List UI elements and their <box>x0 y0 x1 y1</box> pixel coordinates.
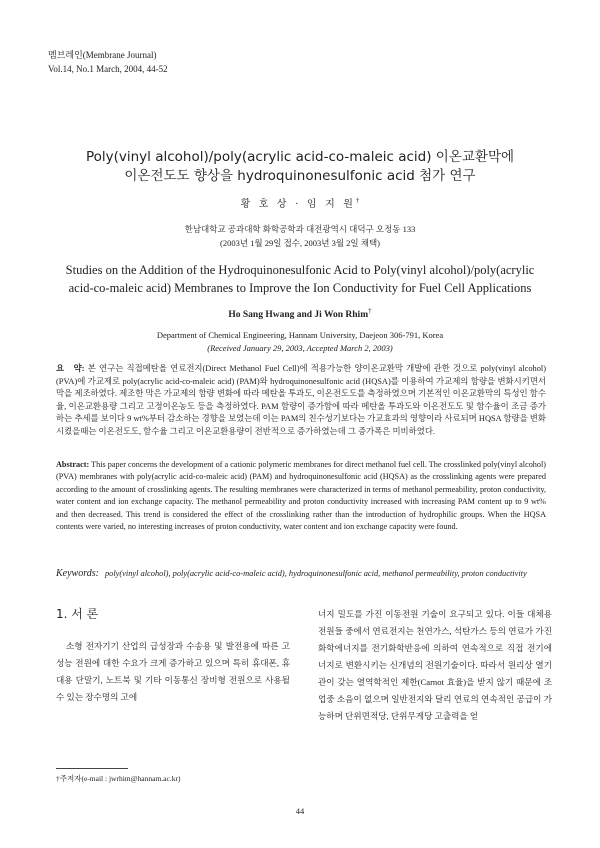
korean-affiliation-address: 한남대학교 공과대학 화학공학과 대전광역시 대덕구 오정동 133 <box>184 224 416 234</box>
korean-affiliation-dates: (2003년 1월 29일 접수, 2003년 3월 2일 채택) <box>219 238 381 248</box>
corresponding-author-footnote: †주저자(e-mail : jwrhim@hannam.ac.kr) <box>56 774 181 783</box>
english-authors-names: Ho Sang Hwang and Ji Won Rhim <box>228 310 369 321</box>
page-number: 44 <box>295 806 305 816</box>
english-title-line2: acid-co-maleic acid) Membranes to Improve the Ion Conductivity for Fuel Cell Applications <box>68 281 532 295</box>
english-affiliation <box>40 329 560 355</box>
corresponding-mark: † <box>355 196 360 205</box>
introduction-right-column: 너지 밀도를 가진 이동전원 기술이 요구되고 있다. 이들 대체용 전원들 중에서 연료전지는 천연가스, 석탄가스 등의 연료가 가진 화학에너지를 전기화학반응에 의하여 연속적으로 직접 전기에너지로 변환시키는 신개념의 전원기술이다. 따라서 원리상 열기관이 갖는 열역학적인 제한(Carnot 효율)을 받지 않기 때문에 조업중 소음이 없으며 일반전지와 달리 연료의 연속적인 공급이 가능하며 단위면적당, 단위무게당 고출력을 얻 <box>318 609 552 721</box>
corresponding-mark-en: † <box>368 307 372 315</box>
korean-abstract <box>56 363 546 439</box>
keywords-label: Keywords: <box>56 568 99 579</box>
korean-abstract-label: 요 약: <box>56 364 85 373</box>
english-abstract <box>56 459 546 533</box>
journal-name: 멤브레인(Membrane Journal) <box>48 50 157 60</box>
english-affiliation-address: Department of Chemical Engineering, Hannam University, Daejeon 306-791, Korea <box>156 330 444 340</box>
korean-authors-names: 황 호 상 · 임 지 원 <box>240 199 356 210</box>
english-authors <box>40 307 560 320</box>
english-abstract-text: This paper concerns the development of a cationic polymeric membranes for direct methanol fuel cell. The crosslinked poly(vinyl alcohol) (PVA) membranes with poly(acrylic acid-co-maleic acid) (PAM) and hydroquinonesulfonic acid (HQSA) as the crosslinking agents were prepared according to the amount of crosslinking agents. The resulting membranes were characterized in terms of methanol permeability, proton conductivity, water content and ion exchange capacity. The methanol permeability and proton conductivity increased with increasing PAM content up to 9 wt% and then decreased. This trend is considered the effect of the crosslinking rather than the introduction of hydrophilic groups. When the HQSA contents were varied, no interesting increases of proton conductivity, water content and ion exchange capacity were found. <box>56 460 546 532</box>
footnote-divider <box>56 768 128 769</box>
introduction-left-column: 소형 전자기기 산업의 급성장과 수송용 및 발전용에 따른 고성능 전원에 대한 수요가 크게 증가하고 있으며 특히 휴대폰, 휴대용 단말기, 노트북 및 기타 이동통신 장비형 전원으로 사용될 수 있는 장수명의 고에 <box>56 641 290 702</box>
english-affiliation-dates: (Received January 29, 2003, Accepted March 2, 2003) <box>207 343 393 353</box>
keywords-text: poly(vinyl alcohol), poly(acrylic acid-co-maleic acid), hydroquinonesulfonic acid, methanol permeability, proton conductivity <box>104 569 527 578</box>
english-abstract-label: Abstract: <box>56 460 90 469</box>
english-title-line1: Studies on the Addition of the Hydroquinonesulfonic Acid to Poly(vinyl alcohol)/poly(acrylic <box>65 263 535 277</box>
korean-affiliation <box>40 222 560 250</box>
journal-header <box>48 48 168 76</box>
korean-title <box>40 148 560 186</box>
english-title <box>40 261 560 297</box>
journal-issue: Vol.14, No.1 March, 2004, 44-52 <box>48 64 168 74</box>
korean-title-line1: Poly(vinyl alcohol)/poly(acrylic acid-co-maleic acid) 이온교환막에 <box>85 149 515 165</box>
korean-title-line2: 이온전도도 향상을 hydroquinonesulfonic acid 첨가 연구 <box>124 168 476 184</box>
section-heading-introduction: 1. 서 론 <box>56 607 99 621</box>
korean-authors <box>40 195 560 210</box>
keywords <box>56 568 546 580</box>
korean-abstract-text: 본 연구는 직접메탄올 연료전지(Direct Methanol Fuel Cell)에 적용가능한 양이온교환막 개발에 관한 것으로 poly(vinyl alcohol) (PVA)에 가교제로 poly(acrylic acid-co-maleic acid) (PAM)와 hydroquinonesulfonic acid (HQSA)를 이용하여 가교제의 함량을 변화시키면서 막을 제조하였다. 제조한 막은 가교제의 함량 변화에 따라 메탄올 투과도, 이온전도도를 측정하였으며 기본적인 이온교환막의 특성인 함수율, 이온교환용량 그리고 고정이온농도 등을 측정하였다. PAM 함량이 증가함에 따라 메탄올 투과도와 이온전도도 및 함수율이 조금 증가하는 추세를 보이다 9 wt%부터 감소하는 경향을 보였는데 이는 PAM의 친수성기보다는 가교효과의 영향이라 사료되며 HQSA 함량을 변화시켰을때는 이온전도도, 함수율 그리고 이온교환용량이 전반적으로 증가하였는데 그 증가폭은 미비하였다. <box>56 364 546 436</box>
